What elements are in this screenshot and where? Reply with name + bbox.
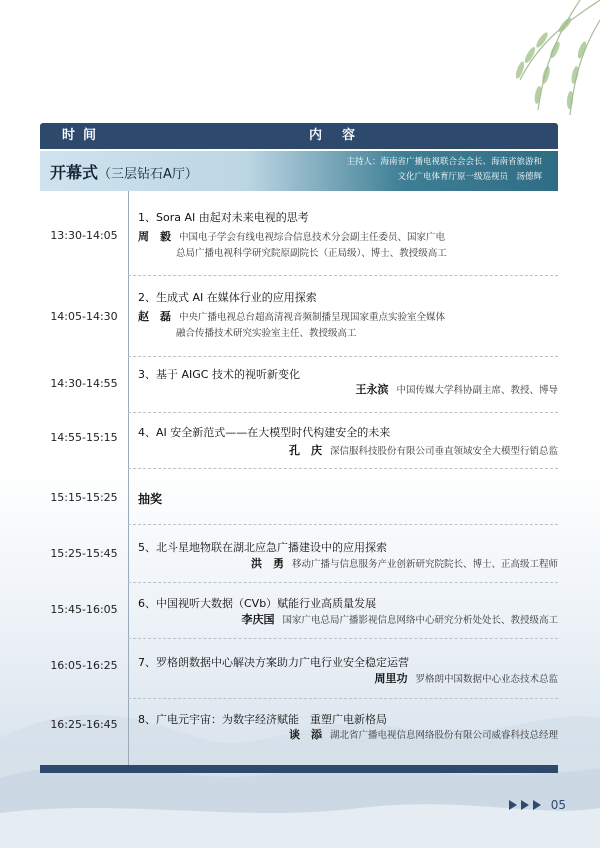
item-time: 14:30-14:55 (50, 377, 118, 390)
speaker-affiliation: 罗格朗中国数据中心业态技术总监 (415, 674, 558, 685)
item-speaker (138, 382, 558, 399)
row-divider (128, 412, 558, 413)
speaker-affiliation-2: 总局广播电视科学研究院原副院长（正局级）、博士、教授级高工 (176, 248, 447, 259)
session-bar (40, 151, 558, 191)
row-divider (128, 356, 558, 357)
item-title: 2、生成式 AI 在媒体行业的应用探索 (138, 291, 317, 304)
speaker-affiliation: 中国传媒大学科协副主席、教授、博导 (396, 385, 558, 396)
arrow-right-icon (533, 800, 541, 810)
session-name: 开幕式 (50, 163, 99, 182)
item-title: 5、北斗星地物联在湖北应急广播建设中的应用探索 (138, 541, 387, 554)
speaker-affiliation: 湖北省广播电视信息网络股份有限公司威睿科技总经理 (329, 730, 558, 741)
item-title: 3、基于 AIGC 技术的视听新变化 (138, 368, 300, 381)
item-title: 抽奖 (138, 492, 163, 506)
row-divider (128, 275, 558, 276)
speaker-name: 李庆国 (241, 613, 275, 626)
item-speaker (138, 309, 558, 342)
item-time: 15:15-15:25 (50, 491, 118, 504)
item-title: 6、中国视听大数据（CVb）赋能行业高质量发展 (138, 597, 377, 610)
item-title: 7、罗格朗数据中心解决方案助力广电行业安全稳定运营 (138, 656, 409, 669)
speaker-name: 周 毅 (138, 230, 171, 243)
item-time: 16:05-16:25 (50, 659, 118, 672)
table-header (40, 123, 558, 149)
header-content: 内容 (308, 128, 375, 143)
speaker-name: 洪 勇 (250, 557, 284, 570)
speaker-affiliation-2: 融合传播技术研究实验室主任、教授级高工 (176, 328, 357, 339)
item-speaker (138, 556, 558, 573)
row-divider (128, 468, 558, 469)
page-indicator (509, 798, 566, 812)
host-line-2: 文化广电体育厅原一级巡视员 汤德辉 (397, 172, 542, 182)
speaker-affiliation: 深信服科技股份有限公司垂直领域安全大模型行销总监 (329, 446, 558, 457)
speaker-affiliation: 国家广电总局广播影视信息网络中心研究分析处处长、教授级高工 (282, 615, 558, 626)
willow-branch-decoration (370, 0, 600, 120)
row-divider (128, 698, 558, 699)
row-divider (128, 582, 558, 583)
session-venue: （三层钻石A厅） (98, 167, 198, 182)
item-speaker (138, 671, 558, 688)
item-time: 15:25-15:45 (50, 547, 118, 560)
table-footer-bar (40, 765, 558, 773)
item-time: 14:05-14:30 (50, 310, 118, 323)
item-speaker (138, 443, 558, 460)
speaker-affiliation: 移动广播与信息服务产业创新研究院院长、博士、正高级工程师 (291, 559, 558, 570)
item-title: 4、AI 安全新范式——在大模型时代构建安全的未来 (138, 426, 391, 439)
item-time: 15:45-16:05 (50, 603, 118, 616)
host-line-1: 主持人：海南省广播电视联合会会长、海南省旅游和 (346, 157, 542, 167)
speaker-name: 赵 磊 (138, 310, 171, 323)
arrow-right-icon (521, 800, 529, 810)
item-speaker (138, 612, 558, 629)
speaker-name: 周里功 (374, 672, 408, 685)
item-time: 13:30-14:05 (50, 229, 118, 242)
item-time: 16:25-16:45 (50, 718, 118, 731)
speaker-name: 孔 庆 (288, 444, 322, 457)
item-time: 14:55-15:15 (50, 431, 118, 444)
item-speaker (138, 229, 558, 262)
header-time: 时间 (61, 128, 104, 143)
session-host (312, 155, 542, 185)
timeline-divider (128, 191, 129, 765)
speaker-affiliation: 中国电子学会有线电视综合信息技术分会副主任委员、国家广电 (179, 232, 446, 243)
speaker-affiliation: 中央广播电视总台超高清视音频制播呈现国家重点实验室全媒体 (179, 312, 446, 323)
speaker-name: 谈 添 (288, 728, 322, 741)
page-number: 05 (550, 798, 566, 812)
session-title (50, 160, 198, 183)
arrow-right-icon (509, 800, 517, 810)
row-divider (128, 524, 558, 525)
item-title: 1、Sora AI 由起对未来电视的思考 (138, 211, 309, 224)
speaker-name: 王永滨 (355, 383, 389, 396)
item-title: 8、广电元宇宙：为数字经济赋能 重塑广电新格局 (138, 713, 387, 726)
row-divider (128, 638, 558, 639)
item-speaker (138, 727, 558, 744)
